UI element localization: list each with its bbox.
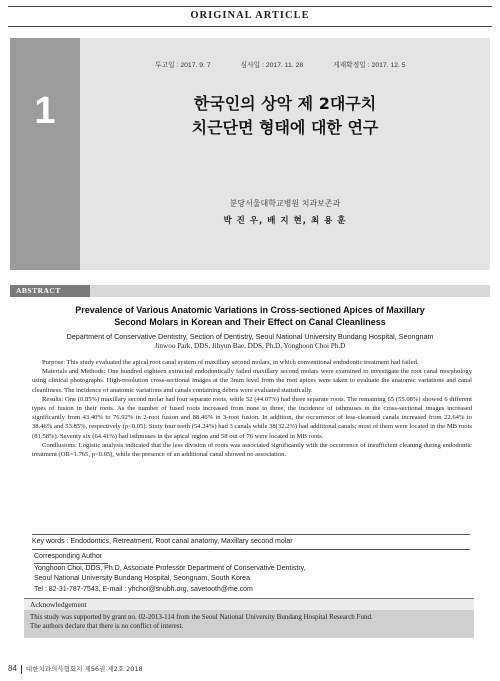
abstract-header-bar	[90, 285, 490, 297]
article-number: 1	[34, 90, 56, 132]
abstract-label: ABSTRACT	[10, 285, 90, 297]
corresponding-author	[34, 552, 470, 595]
received-date: 투고일 : 2017. 9. 7	[155, 62, 211, 69]
footer-separator	[21, 665, 22, 674]
abstract-results: Results: One (0.85%) maxillary second molar had four separate roots, while 52 (44.07%) had three separate roots. The remaining 65 (55.08%) showed 6 different types of fusion in their roots. As the number of fused roots increased from none to three, the incidence of isthmuses in the cross-sectional images increased significantly from 43.40% to 76.92% in 2-root fusion and 88.46% in 3-root fusion. In addition, the occurrence of less-cleansed canals increased from 22.64% to 38.46% and 53.85%, respectively (p<0.05). Sixty four teeth (54.24%) had 3 canals while 38(32.2%) had additional canals; most of them were located in the MB roots (81.58%). Seventy six (64.41%) had isthmuses in the apical region and 58 out of 76 were located in MB roots.	[32, 395, 472, 440]
corresponding-heading	[34, 552, 470, 564]
english-title-line1: Prevalence of Various Anatomic Variations in Cross-sectioned Apices of Maxillary	[75, 305, 425, 315]
article-dates	[155, 59, 434, 69]
abstract-body	[32, 358, 472, 459]
korean-title-line2: 치근단면 형태에 대한 연구	[191, 118, 379, 137]
acknowledgement-block	[24, 598, 474, 642]
keywords-rule-bottom	[32, 549, 470, 550]
article-type-label: ORIGINAL ARTICLE	[190, 10, 310, 21]
reviewed-date: 심사일 : 2017. 11. 28	[240, 62, 304, 69]
korean-affiliation: 분당서울대학교병원 치과보존과	[229, 199, 341, 208]
korean-authors: 박 진 우, 배 지 현, 최 용 훈	[223, 216, 347, 226]
english-department: Department of Conservative Dentistry, Section of Dentistry, Seoul National University Bundang Hospital, Seongnam	[66, 332, 434, 341]
abstract-header	[10, 285, 490, 297]
acknowledgement-text	[24, 610, 474, 638]
header-rule-top	[8, 6, 492, 7]
corresponding-line2: Seoul National University Bundang Hospital, Seongnam, South Korea	[34, 575, 250, 582]
acknowledgement-line2: The authors declare that there is no conflict of interest.	[30, 622, 184, 630]
accepted-date: 게재확정일 : 2017. 12. 5	[333, 62, 406, 69]
abstract-methods: Materials and Methods: One hundred eighteen extracted endodontically failed maxillary second molars were examined to investigate the root canal morphology using clinical photographs. High-resolution cross-sectional images at the 3mm level from the root apices were taken to evaluate the anatomic variations and canal cleanliness. The incidence of anatomic variations and canals containing debris were evaluated statistically.	[32, 368, 472, 394]
corresponding-line1: Yonghoon Choi, DDS, Ph.D, Associate Professor Department of Conservative Dentistry,	[34, 564, 306, 572]
english-title-line2: Second Molars in Korean and Their Effect on Canal Cleanliness	[114, 317, 386, 327]
english-title	[30, 304, 470, 328]
abstract-conclusions: Condlusions: Logistic analysis indicated that the less division of roots was associated significantly with the occurrence of insufficient cleaning during endodontic treatment (OR=1.765, p<0.05), while the presence of an additional canal showed no association.	[32, 441, 472, 459]
abstract-purpose: Purpose: This study evaluated the apical root canal system of maxillary second molars, in which conventional endodontic treatment had failed.	[42, 359, 419, 366]
english-authors: Jinwoo Park, DDS, Jihyun Bae, DDS, Ph.D, Yonghoon Choi Ph.D	[154, 342, 346, 350]
journal-name: 대한치과의사협회지 제56권 제2호 2018	[25, 665, 143, 673]
article-number-column	[10, 38, 80, 270]
page-footer	[8, 664, 143, 674]
korean-title-line1: 한국인의 상악 제 2대구치	[193, 94, 377, 113]
acknowledgement-heading: Acknowledgement	[24, 598, 474, 610]
corresponding-line3: Tel : 82-31-787-7543, E-mail : yhchoi@snubh.org, savetooth@me.com	[34, 585, 253, 593]
acknowledgement-line1: This study was supported by grant no. 02-2013-114 from the Seoul National University Bundang Hospital Research Fund.	[30, 613, 373, 621]
corresponding-heading-text: Corresponding Author	[34, 552, 108, 564]
page-number: 84	[8, 664, 17, 673]
header-rule-bottom	[8, 26, 492, 27]
keywords: Key words : Endodontics, Retreatment, Root canal anatomy, Maxillary second molar	[32, 538, 293, 545]
keywords-rule-top	[32, 534, 470, 535]
title-block	[10, 38, 490, 270]
korean-title	[80, 92, 490, 140]
